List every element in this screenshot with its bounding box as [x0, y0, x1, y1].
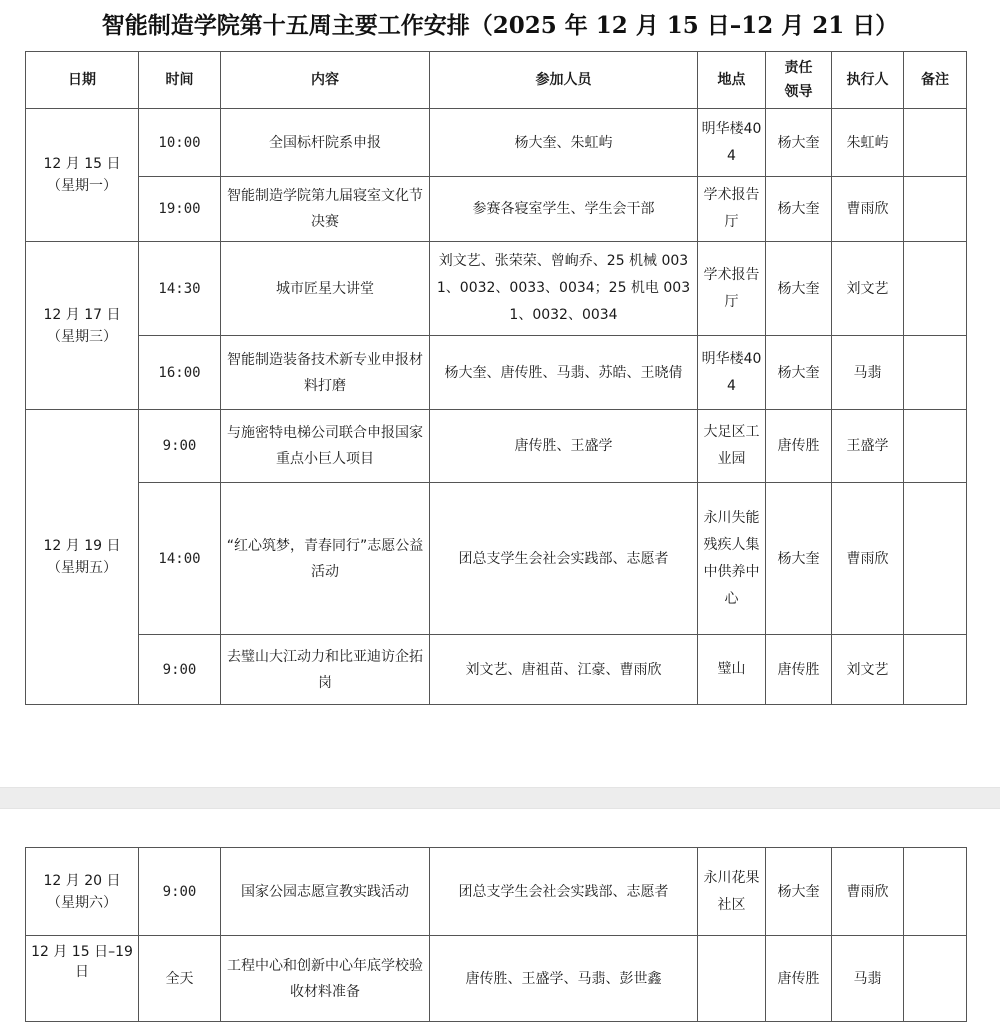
location-cell: 永川花果社区: [698, 848, 766, 936]
notes-cell: [904, 410, 967, 483]
participants-cell: 团总支学生会社会实践部、志愿者: [430, 483, 698, 635]
participants-cell: 唐传胜、王盛学、马翡、彭世鑫: [430, 936, 698, 1022]
leader-cell: 杨大奎: [766, 109, 832, 177]
header-row: [26, 52, 967, 109]
location-cell: 永川失能残疾人集中供养中心: [698, 483, 766, 635]
date-cell: [26, 242, 139, 410]
table-row: [26, 242, 967, 336]
date-label: 12 月 19 日: [43, 538, 121, 554]
location-cell: 璧山: [698, 635, 766, 705]
header-location: 地点: [698, 52, 766, 109]
leader-cell: 唐传胜: [766, 410, 832, 483]
content-cell: 去璧山大江动力和比亚迪访企拓岗: [221, 635, 430, 705]
time-cell: 14:00: [139, 483, 221, 635]
table-row: [26, 635, 967, 705]
content-cell: 国家公园志愿宣教实践活动: [221, 848, 430, 936]
table-row: [26, 848, 967, 936]
executor-cell: 曹雨欣: [832, 177, 904, 242]
table-row: [26, 336, 967, 410]
executor-cell: 王盛学: [832, 410, 904, 483]
content-cell: 工程中心和创新中心年底学校验收材料准备: [221, 936, 430, 1022]
table-row: [26, 109, 967, 177]
weekday-label: （星期六）: [47, 894, 117, 911]
time-cell: 9:00: [139, 410, 221, 483]
participants-cell: 杨大奎、唐传胜、马翡、苏皓、王晓倩: [430, 336, 698, 410]
notes-cell: [904, 242, 967, 336]
content-cell: 与施密特电梯公司联合申报国家重点小巨人项目: [221, 410, 430, 483]
time-cell: 14:30: [139, 242, 221, 336]
leader-cell: 唐传胜: [766, 936, 832, 1022]
header-content: 内容: [221, 52, 430, 109]
location-cell: 明华楼404: [698, 109, 766, 177]
date-label: 12 月 15 日: [43, 156, 121, 172]
content-cell: 智能制造学院第九届寝室文化节决赛: [221, 177, 430, 242]
participants-cell: 团总支学生会社会实践部、志愿者: [430, 848, 698, 936]
participants-cell: 刘文艺、张荣荣、曾峋乔、25 机械 0031、0032、0033、0034；25 机电 0031、0032、0034: [430, 242, 698, 336]
location-cell: 学术报告厅: [698, 242, 766, 336]
header-leader: 责任领导: [766, 52, 832, 109]
executor-cell: 曹雨欣: [832, 848, 904, 936]
header-time: 时间: [139, 52, 221, 109]
header-executor: 执行人: [832, 52, 904, 109]
table-row: [26, 483, 967, 635]
table-row: [26, 410, 967, 483]
notes-cell: [904, 109, 967, 177]
participants-cell: 杨大奎、朱虹屿: [430, 109, 698, 177]
leader-cell: 杨大奎: [766, 848, 832, 936]
time-cell: 9:00: [139, 635, 221, 705]
date-label: 12 月 17 日: [43, 306, 121, 323]
time-cell: 10:00: [139, 109, 221, 177]
page-break-gap: [0, 787, 1000, 809]
leader-cell: 杨大奎: [766, 483, 832, 635]
date-cell: [26, 109, 139, 242]
schedule-table-page-1: [25, 51, 967, 705]
header-participants: 参加人员: [430, 52, 698, 109]
executor-cell: 刘文艺: [832, 635, 904, 705]
date-label: 12 月 20 日: [43, 872, 121, 889]
leader-cell: 杨大奎: [766, 336, 832, 410]
content-cell: 全国标杆院系申报: [221, 109, 430, 177]
leader-cell: 杨大奎: [766, 242, 832, 336]
participants-cell: 刘文艺、唐祖苗、江豪、曹雨欣: [430, 635, 698, 705]
notes-cell: [904, 848, 967, 936]
table-row: [26, 936, 967, 1022]
executor-cell: 曹雨欣: [832, 483, 904, 635]
time-cell: 9:00: [139, 848, 221, 936]
notes-cell: [904, 483, 967, 635]
participants-cell: 参赛各寝室学生、学生会干部: [430, 177, 698, 242]
date-cell: [26, 936, 139, 1022]
executor-cell: 马翡: [832, 936, 904, 1022]
notes-cell: [904, 336, 967, 410]
time-cell: 19:00: [139, 177, 221, 242]
location-cell: 明华楼404: [698, 336, 766, 410]
executor-cell: 刘文艺: [832, 242, 904, 336]
header-notes: 备注: [904, 52, 967, 109]
leader-cell: 唐传胜: [766, 635, 832, 705]
time-cell: 16:00: [139, 336, 221, 410]
content-cell: “红心筑梦，青春同行”志愿公益活动: [221, 483, 430, 635]
weekday-label: （星期一）: [47, 178, 117, 194]
notes-cell: [904, 936, 967, 1022]
notes-cell: [904, 177, 967, 242]
content-cell: 智能制造装备技术新专业申报材料打磨: [221, 336, 430, 410]
weekday-label: （星期三）: [47, 328, 117, 345]
date-cell: [26, 848, 139, 936]
time-cell: 全天: [139, 936, 221, 1022]
executor-cell: 马翡: [832, 336, 904, 410]
header-date: 日期: [26, 52, 139, 109]
leader-cell: 杨大奎: [766, 177, 832, 242]
page-title: 智能制造学院第十五周主要工作安排（2025 年 12 月 15 日–12 月 21 日）: [101, 12, 899, 39]
location-cell: 大足区工业园: [698, 410, 766, 483]
notes-cell: [904, 635, 967, 705]
content-cell: 城市匠星大讲堂: [221, 242, 430, 336]
date-label: 12 月 15 日–19 日: [31, 944, 133, 980]
table-row: [26, 177, 967, 242]
weekday-label: （星期五）: [47, 560, 117, 576]
date-cell: [26, 410, 139, 705]
location-cell: [698, 936, 766, 1022]
executor-cell: 朱虹屿: [832, 109, 904, 177]
schedule-table-page-2: [25, 847, 967, 1022]
participants-cell: 唐传胜、王盛学: [430, 410, 698, 483]
location-cell: 学术报告厅: [698, 177, 766, 242]
